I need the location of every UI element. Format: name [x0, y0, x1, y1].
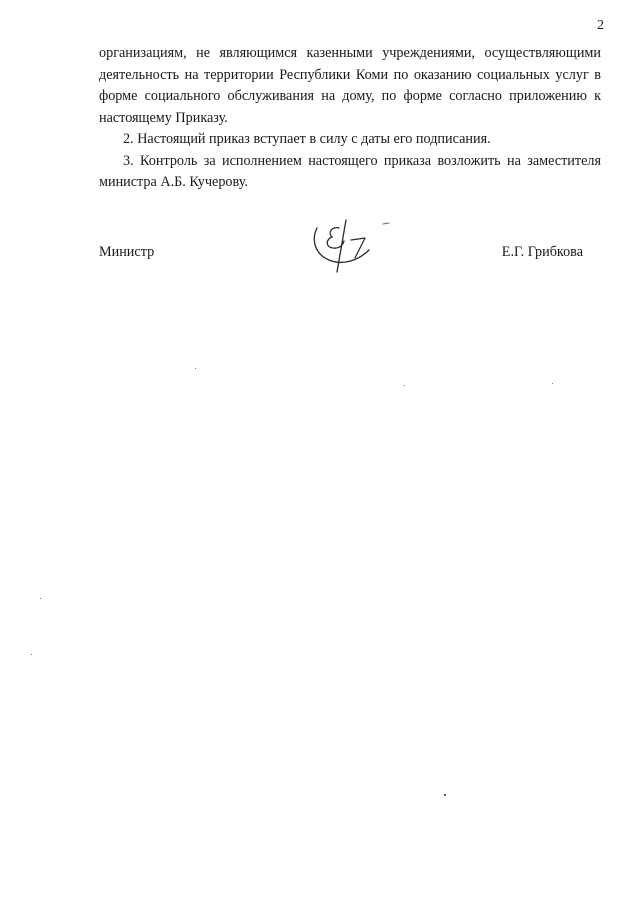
scan-speck — [404, 385, 405, 386]
signatory-role: Министр — [99, 244, 155, 260]
scan-speck — [444, 794, 446, 796]
signatory-name: Е.Г. Грибкова — [501, 244, 583, 260]
scan-speck — [195, 368, 196, 369]
paragraph-2: 2. Настоящий приказ вступает в силу с даты его подписания. — [123, 131, 491, 147]
scan-speck — [31, 654, 32, 655]
paragraph-3: 3. Контроль за исполнением настоящего приказа возложить на заместителя министра А.Б. Кучерову. — [99, 152, 601, 190]
page-number: 2 — [597, 18, 604, 33]
handwritten-signature — [299, 210, 399, 280]
signature-block — [99, 240, 583, 280]
paragraph-continuation: организациям, не являющимся казенными учреждениями, осуществляющими деятельность на территории Республики Коми по оказанию социальных услуг в форме социального обслуживания на дому, по форме согласно приложению к настоящему Приказу. — [99, 45, 601, 126]
scan-speck — [552, 383, 553, 384]
scan-speck — [40, 598, 41, 599]
document-body — [99, 43, 601, 194]
